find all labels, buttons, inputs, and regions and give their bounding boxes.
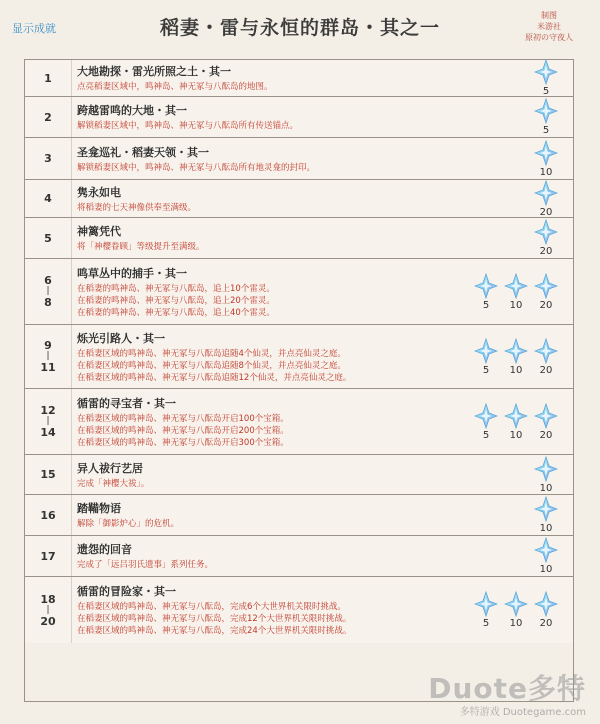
achievement-description: 在稻妻区域的鸣神岛、神无冢与八酝岛开启300个宝箱。 [77,437,289,448]
reward-item [473,338,499,376]
reward-group [533,455,559,494]
reward-item [533,219,559,257]
primogem-icon [534,338,558,364]
reward-item [533,98,559,136]
achievement-title: 圣龛巡礼・稻妻天领・其一 [77,145,209,159]
achievement-description: 在稻妻的鸣神岛、神无冢与八酝岛，追上20个雷灵。 [77,295,275,306]
reward-item [503,403,529,441]
achievement-description: 在稻妻区域的鸣神岛、神无冢与八酝岛，完成12个大世界机关限时挑战。 [77,614,352,624]
reward-amount: 20 [539,618,553,629]
number-text: 4 [44,192,52,205]
primogem-icon [534,456,558,482]
number-text: 8 [44,296,52,309]
achievement-title: 遗怨的回音 [77,543,132,556]
achievement-description: 将稻妻的七天神像供奉至满级。 [77,202,197,213]
number-text: 5 [44,231,52,245]
reward-amount: 10 [539,564,553,575]
reward-amount: 10 [509,299,523,311]
achievement-description: 在稻妻区域的鸣神岛、神无冢与八酝岛追随8个仙灵，并点亮仙灵之庭。 [77,360,346,371]
primogem-icon [474,338,498,364]
reward-item [473,403,499,441]
achievement-title: 隽永如电 [77,185,121,199]
reward-amount: 20 [539,206,553,218]
reward-amount: 5 [482,429,490,441]
reward-item [503,591,529,629]
reward-group [533,97,559,137]
reward-item [533,591,559,629]
achievement-content [77,389,457,454]
achievement-content [77,325,457,388]
reward-group [473,577,559,643]
number-text: 18 [40,592,56,606]
reward-amount: 20 [539,299,553,311]
primogem-icon [474,591,498,617]
achievement-title: 异人祓行艺居 [77,461,143,475]
reward-amount: 5 [542,86,550,97]
achievement-number [25,138,72,179]
watermark-subtitle: 多特游戏 Duotegame.com [459,707,586,718]
number-text: 12 [40,404,56,417]
achievement-title: 鸣草丛中的捕手・其一 [77,266,187,280]
reward-amount: 20 [539,246,553,257]
reward-amount: 20 [539,364,553,376]
reward-group [533,495,559,535]
reward-group [473,325,559,388]
reward-item [533,403,559,441]
credit-line: 制图 [541,11,557,20]
number-text: | [46,416,50,426]
primogem-icon [534,180,558,206]
number-text: 20 [40,614,56,628]
achievement-content [77,536,457,576]
reward-item [533,140,559,178]
reward-group [533,138,559,179]
achievement-title: 烁光引路人・其一 [77,331,165,345]
achievement-number [25,218,72,258]
page-header [0,0,600,52]
achievement-description: 在稻妻的鸣神岛、神无冢与八酝岛，追上10个雷灵。 [77,283,275,294]
achievement-number [25,60,72,96]
achievement-number [25,259,72,324]
reward-group [533,536,559,576]
achievement-content [77,138,457,179]
reward-item [533,456,559,494]
achievement-number [25,536,72,576]
achievement-description: 在稻妻的鸣神岛、神无冢与八酝岛，追上40个雷灵。 [77,307,275,318]
achievement-row [25,180,573,218]
watermark [428,672,586,718]
page-title: 稻妻・雷与永恒的群岛・其之一 [159,17,440,39]
reward-item [473,591,499,629]
achievement-description: 点亮稻妻区域中，鸣神岛、神无冢与八酝岛的地图。 [77,82,273,92]
reward-amount: 5 [542,125,550,136]
reward-amount: 5 [482,299,490,311]
number-text: 17 [40,549,56,563]
achievement-number [25,389,72,454]
reward-item [533,273,559,311]
number-text: 15 [40,468,56,481]
achievement-row [25,325,573,389]
achievement-description: 在稻妻区域的鸣神岛、神无冢与八酝岛，完成24个大世界机关限时挑战。 [77,626,352,636]
reward-amount: 5 [482,618,490,629]
primogem-icon [504,403,528,429]
achievement-number [25,495,72,535]
number-text: | [46,286,50,296]
number-text: 3 [44,152,52,165]
reward-amount: 10 [539,166,553,178]
reward-group [473,389,559,454]
achievement-content [77,218,457,258]
achievement-description: 将「神樱眷顾」等级提升至满级。 [77,242,205,252]
number-text: 6 [44,274,52,287]
achievement-content [77,495,457,535]
reward-amount: 20 [539,429,553,441]
primogem-icon [534,403,558,429]
achievement-row [25,536,573,577]
achievement-title: 循雷的寻宝者・其一 [77,396,176,410]
number-text: 9 [44,339,52,352]
achievement-number [25,180,72,217]
primogem-icon [504,338,528,364]
achievement-title: 踏鞴物语 [77,502,121,515]
achievement-row [25,389,573,455]
achievement-title: 大地勘探・雷光所照之土・其一 [77,65,231,78]
reward-item [533,180,559,218]
achievement-description: 在稻妻区域的鸣神岛、神无冢与八酝岛开启100个宝箱。 [77,413,289,424]
reward-group [533,60,559,96]
number-text: 2 [44,110,52,124]
show-achievements-label[interactable]: 显示成就 [12,22,56,35]
achievement-row [25,60,573,97]
reward-amount: 10 [509,429,523,441]
achievement-description: 完成「神樱大祓」。 [77,478,150,489]
reward-item [533,537,559,575]
achievement-content [77,180,457,217]
credit-line: 原初の守夜人 [525,33,573,42]
reward-amount: 5 [482,364,490,376]
achievement-row [25,97,573,138]
credit-line: 米游社 [537,22,561,31]
primogem-icon [474,273,498,299]
achievement-row [25,455,573,495]
primogem-icon [534,537,558,563]
reward-item [533,496,559,534]
reward-amount: 10 [509,364,523,376]
achievement-title: 循雷的冒险家・其一 [77,585,176,598]
reward-item [503,338,529,376]
number-text: | [46,351,50,361]
number-text: 14 [40,426,56,439]
primogem-icon [504,273,528,299]
number-text: 1 [44,71,52,85]
achievement-content [77,97,457,137]
reward-group [473,259,559,324]
achievement-number [25,455,72,494]
achievement-content [77,60,457,96]
reward-item [533,338,559,376]
achievement-description: 在稻妻区域的鸣神岛、神无冢与八酝岛开启200个宝箱。 [77,425,289,436]
reward-amount: 10 [539,482,553,494]
number-text: | [46,604,50,615]
primogem-icon [474,403,498,429]
primogem-icon [534,98,558,124]
achievement-row [25,259,573,325]
achievement-number [25,97,72,137]
achievement-row [25,138,573,180]
achievement-number [25,325,72,388]
achievement-title: 跨越雷鸣的大地・其一 [77,104,187,117]
achievement-table [24,59,574,702]
reward-amount: 10 [509,618,523,629]
watermark-logo: Duote多特 [428,672,586,705]
primogem-icon [534,140,558,166]
primogem-icon [534,496,558,522]
reward-item [503,273,529,311]
reward-group [533,218,559,258]
primogem-icon [534,273,558,299]
credits [504,10,594,43]
achievement-description: 解锁稻妻区域中，鸣神岛、神无冢与八酝岛所有传送锚点。 [77,121,299,131]
number-text: 16 [40,508,56,522]
reward-item [473,273,499,311]
achievement-row [25,218,573,259]
achievement-description: 在稻妻区域的鸣神岛、神无冢与八酝岛追随4个仙灵，并点亮仙灵之庭。 [77,348,346,359]
achievement-row [25,495,573,536]
primogem-icon [504,591,528,617]
achievement-description: 在稻妻区域的鸣神岛、神无冢与八酝岛追随12个仙灵，并点亮仙灵之庭。 [77,372,352,383]
achievement-description: 完成了「远吕羽氏遗事」系列任务。 [77,560,214,570]
achievement-row [25,577,573,643]
number-text: 11 [40,361,56,374]
primogem-icon [534,591,558,617]
achievement-description: 解锁稻妻区域中，鸣神岛、神无冢与八酝岛所有地灵龛的封印。 [77,162,316,173]
achievement-number [25,577,72,643]
primogem-icon [534,59,558,85]
achievement-content [77,455,457,494]
achievement-description: 解除「御影炉心」的危机。 [77,519,180,529]
achievement-description: 在稻妻区域的鸣神岛、神无冢与八酝岛，完成6个大世界机关限时挑战。 [77,602,346,612]
achievement-content [77,259,457,324]
primogem-icon [534,219,558,245]
achievement-title: 神篱凭代 [77,225,121,238]
reward-item [533,59,559,97]
reward-group [533,180,559,217]
achievement-content [77,577,457,643]
reward-amount: 10 [539,523,553,534]
